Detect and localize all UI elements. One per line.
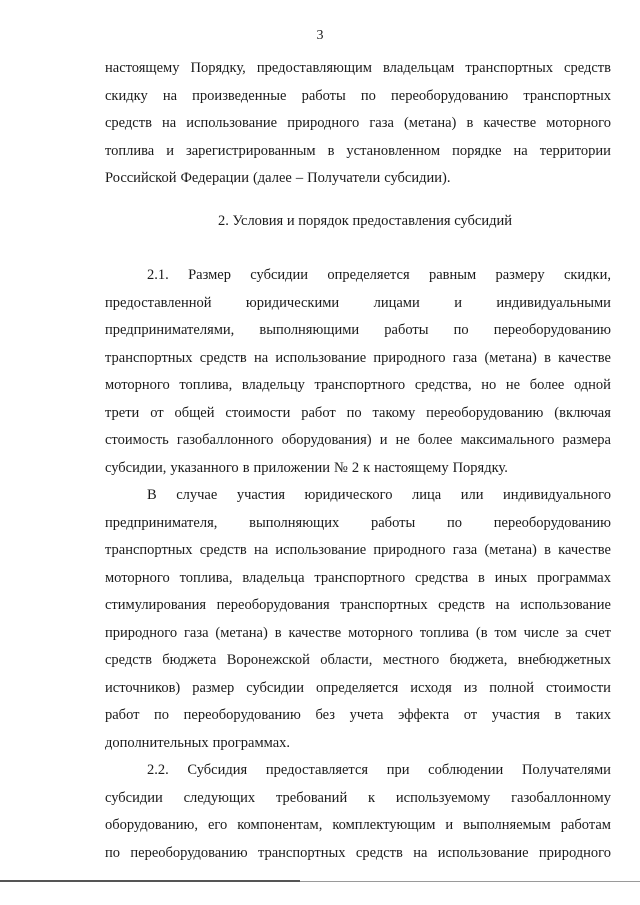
word: природного: [287, 115, 360, 131]
word: индивидуального: [503, 487, 611, 503]
word: переоборудованию: [426, 404, 544, 421]
word: использование: [275, 542, 367, 558]
word: Получателями: [521, 762, 611, 778]
word: от: [463, 707, 478, 723]
word: приложении: [253, 459, 330, 476]
page-number: 3: [316, 28, 324, 43]
word: средств: [105, 115, 152, 131]
word: лицами: [373, 294, 420, 311]
word: (метана): [403, 115, 457, 131]
word: зарегистрированным: [186, 142, 316, 159]
word: средств: [564, 60, 611, 76]
word: полной: [489, 679, 535, 696]
text-line: [105, 427, 611, 455]
text-line: [105, 620, 611, 648]
footer-rule-dark: [0, 880, 300, 882]
word: местного: [382, 652, 440, 668]
word: не: [505, 377, 521, 393]
word: использование: [520, 597, 611, 613]
section-body: [105, 262, 611, 867]
word: Субсидия: [187, 762, 248, 778]
word: на: [413, 844, 428, 861]
text-line: [105, 372, 611, 400]
word: участия: [236, 487, 286, 503]
word: в: [327, 142, 335, 159]
word: стоимости: [225, 404, 291, 421]
word: в: [242, 459, 250, 476]
text-line: [105, 812, 611, 840]
word: в: [544, 542, 551, 558]
word: владельцу: [241, 377, 305, 393]
word: бюджета: [162, 652, 217, 668]
word: Порядку.: [452, 459, 508, 476]
word: на: [162, 87, 178, 104]
word: качестве: [288, 624, 342, 641]
word: его: [207, 817, 228, 833]
text-line: [105, 455, 611, 483]
word: соблюдении: [428, 762, 504, 778]
word: выполняющими: [259, 322, 360, 338]
word: по: [446, 514, 462, 531]
word: природного: [538, 844, 611, 861]
word: к: [363, 459, 371, 476]
word: на: [253, 542, 269, 558]
word: средств: [438, 597, 486, 613]
word: средства: [414, 569, 469, 586]
word: газа: [183, 624, 209, 641]
word: участия: [491, 707, 540, 723]
word: дополнительных: [105, 734, 209, 751]
word: за: [565, 624, 578, 641]
text-line: [105, 510, 611, 538]
word: скидки,: [563, 267, 611, 283]
word: топлива,: [179, 377, 233, 393]
text-line: [105, 757, 611, 785]
word: транспортного: [314, 377, 406, 393]
word: компонентам,: [237, 817, 323, 833]
word: внебюджетных: [517, 652, 611, 668]
word: предоставляющим: [256, 60, 372, 76]
word: моторного: [105, 377, 170, 393]
word: владельца: [242, 569, 305, 586]
word: без: [315, 707, 335, 723]
word: комплектующим: [332, 817, 436, 833]
word: средств: [355, 844, 403, 861]
word: газа: [369, 115, 394, 131]
text-line: [105, 537, 611, 565]
word: работы: [384, 322, 429, 338]
text-line: [105, 785, 611, 813]
word: использование: [186, 115, 278, 131]
text-line: [105, 702, 611, 730]
word: максимального: [460, 432, 555, 448]
text-line: [105, 317, 611, 345]
word: установленном: [346, 142, 441, 159]
word: предоставленной: [105, 294, 212, 311]
word: транспортных: [257, 844, 346, 861]
word: в: [274, 624, 282, 641]
word: качестве: [483, 115, 537, 131]
word: выполняющих: [249, 514, 340, 531]
word: и: [445, 817, 454, 833]
word: газа: [452, 542, 478, 558]
text-line: [105, 647, 611, 675]
word: требований: [276, 789, 348, 806]
word: порядке: [452, 142, 502, 159]
word: моторного: [105, 569, 170, 586]
word: стоимость: [105, 432, 169, 448]
word: (метана): [484, 542, 537, 558]
word: (включая: [554, 404, 611, 421]
word: субсидии,: [105, 459, 167, 476]
word: не: [395, 432, 410, 448]
text-line: [105, 290, 611, 318]
word: газобаллонного: [176, 432, 274, 448]
word: случае: [176, 487, 218, 503]
word: Российской: [105, 170, 177, 186]
word: (далее: [252, 170, 292, 186]
word: газа: [452, 349, 478, 366]
text-line: [105, 565, 611, 593]
word: работы: [371, 514, 416, 531]
word: Порядку,: [190, 60, 246, 76]
word: настоящему: [374, 459, 449, 476]
word: предоставляется: [265, 762, 369, 778]
word: индивидуальными: [496, 294, 611, 311]
word: программах.: [212, 734, 291, 751]
word: лица: [411, 487, 442, 503]
word: (метана): [484, 349, 537, 366]
word: стоимости: [546, 679, 611, 696]
word: транспортных: [523, 87, 611, 104]
word: качестве: [558, 349, 611, 366]
word: размера: [562, 432, 611, 448]
word: средства,: [414, 377, 472, 393]
word: счет: [584, 624, 611, 641]
word: по: [453, 322, 469, 338]
word: учета: [349, 707, 384, 723]
word: 2.1.: [147, 267, 169, 283]
word: или: [460, 487, 484, 503]
word: в: [554, 707, 562, 723]
text-line: [105, 55, 611, 83]
word: более: [529, 377, 565, 393]
word: оборудованию,: [105, 817, 198, 833]
word: в: [544, 349, 551, 366]
word: юридическими: [245, 294, 340, 311]
word: переоборудованию: [183, 707, 301, 723]
word: субсидии: [105, 789, 163, 806]
word: субсидии: [246, 679, 305, 696]
word: от: [150, 404, 164, 421]
word: но: [481, 377, 497, 393]
word: том: [494, 624, 517, 641]
word: средств: [199, 349, 247, 366]
word: моторного: [546, 115, 611, 131]
word: (метана): [215, 624, 268, 641]
word: 2.2.: [147, 762, 169, 778]
word: переоборудованию: [493, 514, 611, 531]
word: из: [463, 679, 478, 696]
word: в: [478, 569, 485, 586]
word: трети: [105, 404, 140, 421]
text-line: [105, 400, 611, 428]
word: определяется: [327, 267, 410, 283]
word: размеру: [495, 267, 545, 283]
word: настоящему: [105, 60, 180, 76]
word: газобаллонному: [511, 789, 611, 806]
text-line: [105, 592, 611, 620]
word: В: [147, 487, 157, 503]
text-line: [105, 730, 611, 758]
word: использование: [275, 349, 367, 366]
word: в: [466, 115, 474, 131]
word: указанного: [170, 459, 239, 476]
word: источников): [105, 679, 181, 696]
word: иных: [494, 569, 528, 586]
word: транспортных: [105, 542, 193, 558]
word: работам: [560, 817, 611, 833]
word: и: [166, 142, 175, 159]
word: качестве: [558, 542, 611, 558]
word: работ: [301, 404, 336, 421]
word: 2: [351, 459, 360, 476]
word: более: [417, 432, 453, 448]
word: работы: [301, 87, 346, 104]
word: и: [379, 432, 388, 448]
word: предпринимателя,: [105, 514, 218, 531]
word: к: [368, 789, 376, 806]
word: переоборудования: [216, 597, 330, 613]
word: моторного: [348, 624, 413, 641]
word: юридического: [304, 487, 393, 503]
word: на: [253, 349, 269, 366]
intro-paragraph: [105, 55, 611, 193]
word: №: [333, 459, 348, 476]
word: бюджета,: [449, 652, 508, 668]
text-line: [105, 675, 611, 703]
word: субсидии: [250, 267, 309, 283]
word: скидку: [105, 87, 148, 104]
word: природного: [105, 624, 178, 641]
word: природного: [373, 349, 446, 366]
word: произведенные: [192, 87, 287, 104]
word: владельцам: [383, 60, 455, 76]
section-heading: 2. Условия и порядок предоставления субсидий: [217, 213, 512, 229]
word: природного: [373, 542, 446, 558]
text-line: [105, 110, 611, 138]
text-line: [105, 482, 611, 510]
word: эффекта: [398, 707, 450, 723]
word: Воронежской: [226, 652, 310, 668]
text-line: [105, 165, 611, 193]
word: стимулирования: [105, 597, 207, 613]
word: оборудования): [281, 432, 372, 448]
word: таких: [575, 707, 611, 723]
word: –: [295, 170, 304, 186]
word: территории: [539, 142, 611, 159]
word: выполняемым: [463, 817, 551, 833]
word: топлива: [105, 142, 155, 159]
word: транспортных: [340, 597, 428, 613]
word: предпринимателями,: [105, 322, 235, 338]
word: по: [154, 707, 170, 723]
word: общей: [174, 404, 215, 421]
text-line: [105, 262, 611, 290]
word: Федерации: [180, 170, 249, 186]
word: переоборудованию: [130, 844, 248, 861]
word: и: [454, 294, 462, 311]
word: при: [386, 762, 410, 778]
word: средств: [199, 542, 247, 558]
word: субсидии).: [384, 170, 451, 186]
word: топлива: [419, 624, 469, 641]
word: средств: [105, 652, 152, 668]
word: по: [105, 844, 121, 861]
word: на: [495, 597, 510, 613]
word: транспортных: [105, 349, 193, 366]
text-line: [105, 138, 611, 166]
word: топлива,: [179, 569, 233, 586]
word: исходя: [410, 679, 452, 696]
word: по: [346, 404, 362, 421]
word: равным: [428, 267, 477, 283]
word: переоборудованию: [493, 322, 611, 338]
text-line: [105, 83, 611, 111]
word: на: [162, 115, 177, 131]
word: транспортного: [314, 569, 406, 586]
text-line: [105, 345, 611, 373]
word: транспортных: [465, 60, 553, 76]
word: следующих: [183, 789, 256, 806]
word: на: [513, 142, 528, 159]
text-line: [105, 840, 611, 868]
word: размер: [192, 679, 235, 696]
word: по: [360, 87, 376, 104]
word: одной: [573, 377, 611, 393]
word: Размер: [188, 267, 231, 283]
word: Получатели: [307, 170, 381, 186]
word: использование: [437, 844, 529, 861]
word: работ: [105, 707, 140, 723]
word: такому: [372, 404, 416, 421]
word: используемому: [395, 789, 491, 806]
word: переоборудованию: [391, 87, 509, 104]
word: определяется: [315, 679, 399, 696]
word: области,: [320, 652, 373, 668]
word: программах: [537, 569, 611, 586]
word: числе: [523, 624, 559, 641]
word: (в: [475, 624, 488, 641]
